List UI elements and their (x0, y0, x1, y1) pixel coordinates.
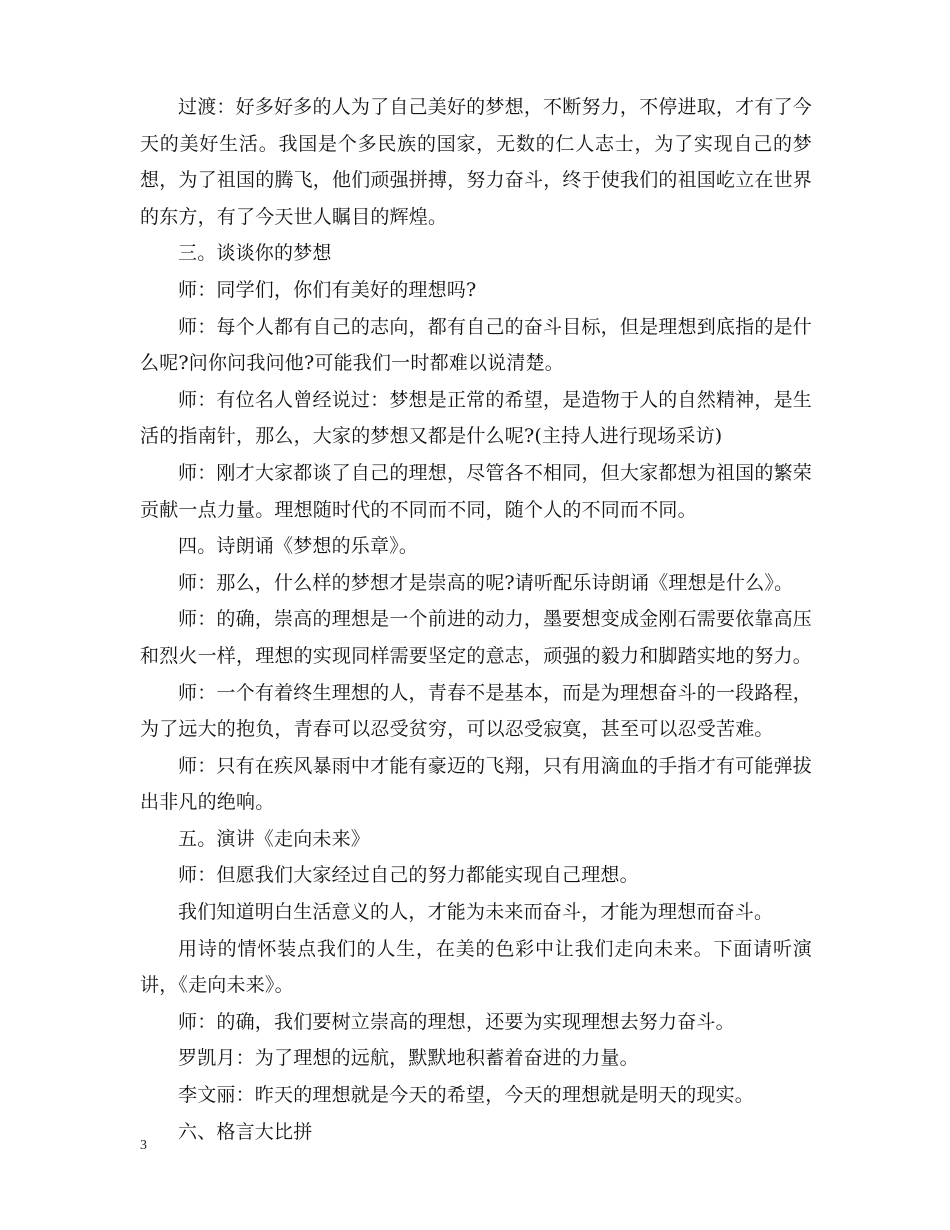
section-heading-3: 三。谈谈你的梦想 (178, 242, 332, 265)
document-body (140, 89, 812, 1150)
paragraph: 我们知道明白生活意义的人，才能为未来而奋斗，才能为理想而奋斗。 (178, 901, 774, 924)
paragraph: 师：同学们，你们有美好的理想吗? (178, 278, 477, 301)
paragraph: 罗凯月：为了理想的远航，默默地积蓄着奋进的力量。 (178, 1047, 639, 1070)
page-number: 3 (140, 1138, 147, 1153)
paragraph: 师：那么，什么样的梦想才是崇高的呢?请听配乐诗朗诵《理想是什么》。 (178, 571, 794, 594)
paragraph: 师：刚才大家都谈了自己的理想，尽管各不相同，但大家都想为祖国的繁荣贡献一点力量。理想随时代的不同而不同，随个人的不同而不同。 (140, 461, 812, 521)
paragraph: 师：的确，崇高的理想是一个前进的动力，墨要想变成金刚石需要依靠高压和烈火一样，理想的实现同样需要坚定的意志，顽强的毅力和脚踏实地的努力。 (140, 608, 813, 667)
paragraph: 师：有位名人曾经说过：梦想是正常的希望，是造物于人的自然精神，是生活的指南针，那么，大家的梦想又都是什么呢?(主持人进行现场采访) (140, 388, 812, 448)
paragraph: 师：但愿我们大家经过自己的努力都能实现自己理想。 (178, 864, 639, 887)
paragraph: 师：每个人都有自己的志向，都有自己的奋斗目标，但是理想到底指的是什么呢?问你问我问他?可能我们一时都难以说清楚。 (140, 315, 812, 375)
section-heading-4: 四。诗朗诵《梦想的乐章》。 (178, 535, 419, 558)
section-heading-6: 六、格言大比拼 (178, 1120, 313, 1143)
paragraph: 李文丽：昨天的理想就是今天的希望，今天的理想就是明天的现实。 (178, 1084, 755, 1107)
paragraph: 师：的确，我们要树立崇高的理想，还要为实现理想去努力奋斗。 (178, 1010, 735, 1033)
paragraph: 师：一个有着终生理想的人，青春不是基本，而是为理想奋斗的一段路程，为了远大的抱负，青春可以忍受贫穷，可以忍受寂寞，甚至可以忍受苦难。 (140, 681, 812, 741)
paragraph: 师：只有在疾风暴雨中才能有豪迈的飞翔，只有用滴血的手指才有可能弹拔出非凡的绝响。 (140, 754, 812, 814)
section-heading-5: 五。演讲《走向未来》 (178, 827, 371, 850)
paragraph-transition: 过渡：好多好多的人为了自己美好的梦想，不断努力，不停进取，才有了今天的美好生活。我国是个多民族的国家，无数的仁人志士，为了实现自己的梦想，为了祖国的腾飞，他们顽强拼搏，努力奋斗，终于使我们的祖国屹立在世界的东方，有了今天世人瞩目的辉煌。 (140, 96, 813, 228)
paragraph: 用诗的情怀装点我们的人生，在美的色彩中让我们走向未来。下面请听演讲，《走向未来》。 (140, 937, 812, 997)
